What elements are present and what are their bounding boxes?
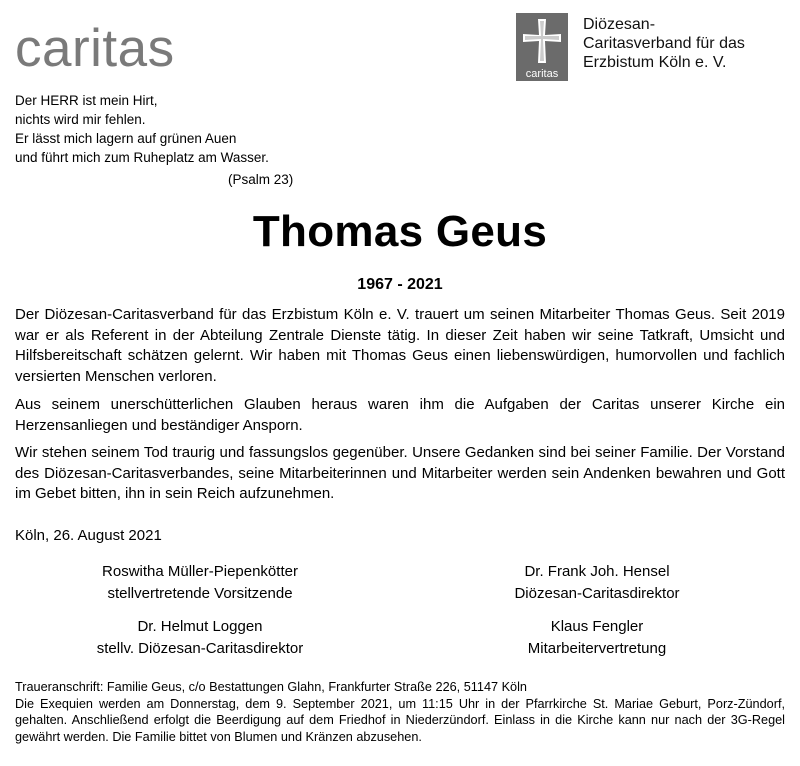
body-paragraph: Aus seinem unerschütterlichen Glauben heraus waren ihm die Aufgaben der Caritas unserer Kirche ein Herzensanliegen und beständiger Ansporn. [15, 396, 785, 434]
signatory-name: Dr. Helmut Loggen [137, 618, 263, 635]
funeral-info: Die Exequien werden am Donnerstag, dem 9. September 2021, um 11:15 Uhr in der Pfarrkirche St. Mariae Geburt, Porz-Zündorf, gehalten. Anschließend erfolgt die Beerdigung auf dem Friedhof in Niederzündorf. Einlass in die Kirche kann nur nach der 3G-Regel gewährt werden. Die Familie bittet von Blumen und Kränzen abzusehen. [15, 696, 785, 744]
verse-line: nichts wird mir fehlen. [15, 112, 146, 127]
mourning-address: Traueranschrift: Familie Geus, c/o Bestattungen Glahn, Frankfurter Straße 226, 51147 Köln [15, 680, 527, 694]
caritas-wordmark: caritas [15, 19, 175, 78]
signatory-name: Dr. Frank Joh. Hensel [524, 563, 670, 580]
signatory [50, 616, 350, 660]
psalm-verse [15, 91, 269, 167]
dateline: Köln, 26. August 2021 [15, 527, 162, 544]
deceased-name: Thomas Geus [252, 207, 548, 256]
org-line: Erzbistum Köln e. V. [583, 54, 727, 71]
signatory-role: stellvertretende Vorsitzende [107, 585, 293, 602]
signatory-role: stellv. Diözesan-Caritasdirektor [96, 640, 304, 657]
organization-name [583, 15, 745, 72]
body-paragraph: Der Diözesan-Caritasverband für das Erzbistum Köln e. V. trauert um seinen Mitarbeiter Thomas Geus. Seit 2019 war er als Referent in der Abteilung Zentrale Dienste tätig. In dieser Zeit haben wir seine Tatkraft, Umsicht und Hilfsbereitschaft schätzen gelernt. Wir haben mit Thomas Geus einen liebenswürdigen, humorvollen und fachlich versierten Menschen verloren. [15, 306, 785, 385]
life-years: 1967 - 2021 [357, 276, 443, 293]
signatory [50, 561, 350, 605]
body-paragraph: Wir stehen seinem Tod traurig und fassungslos gegenüber. Unsere Gedanken sind bei seiner Familie. Der Vorstand des Diözesan-Caritasverbandes, seine Mitarbeiterinnen und Mitarbeiter werden sein Andenken bewahren und Gott im Gebet bitten, ihn in sein Reich aufzunehmen. [15, 444, 785, 502]
psalm-reference: (Psalm 23) [228, 172, 294, 187]
signatory-name: Klaus Fengler [550, 618, 644, 635]
signatory-name: Roswitha Müller-Piepenkötter [102, 563, 298, 580]
signatory [447, 616, 747, 660]
signatory [447, 561, 747, 605]
caritas-cross-logo [516, 13, 568, 81]
verse-line: Der HERR ist mein Hirt, [15, 93, 158, 108]
signatory-role: Diözesan-Caritasdirektor [514, 585, 680, 602]
logo-text: caritas [525, 68, 559, 80]
caritas-cross-icon [516, 13, 568, 81]
org-line: Caritasverband für das [583, 35, 745, 52]
funeral-details [15, 679, 785, 745]
org-line: Diözesan- [583, 16, 656, 33]
verse-line: und führt mich zum Ruheplatz am Wasser. [15, 150, 269, 165]
verse-line: Er lässt mich lagern auf grünen Auen [15, 131, 237, 146]
signatory-role: Mitarbeitervertretung [527, 640, 667, 657]
